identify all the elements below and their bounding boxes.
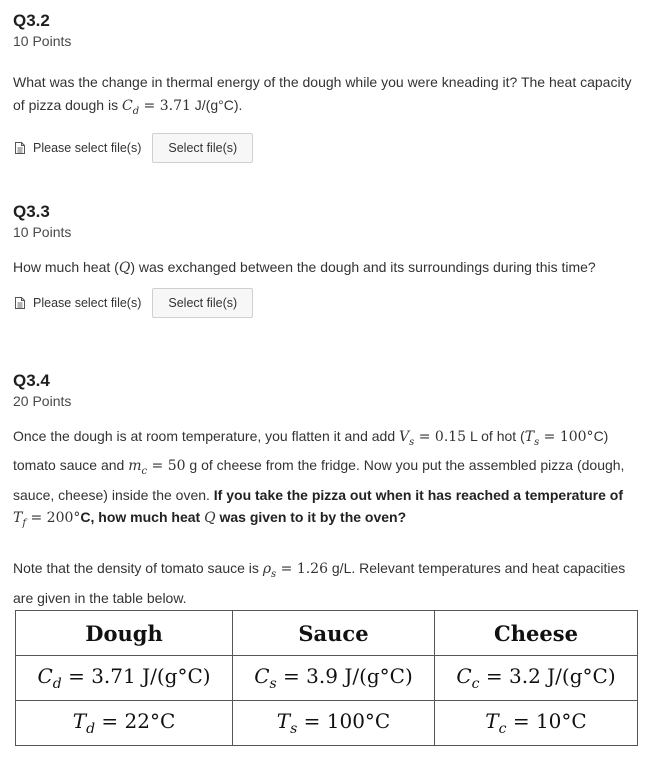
table-cell: $C_s = 3.9$ J/(g°C)	[233, 656, 435, 701]
table-row	[16, 701, 638, 746]
table-cell: $C_c = 3.2$ J/(g°C)	[435, 656, 638, 701]
table-cell: $T_c = 10^\circ C$	[435, 701, 638, 746]
question-points: 10 Points	[13, 224, 72, 240]
question-title: Q3.3	[13, 202, 50, 221]
question-title: Q3.2	[13, 11, 50, 30]
file-icon	[13, 296, 27, 310]
question-3-2	[13, 11, 638, 163]
question-title: Q3.4	[13, 371, 50, 390]
question-text: Once the dough is at room temperature, you flatten it and add $V_s = 0.15$ L of hot $(T_s = 100^\circ C)$ tomato sauce and $m_c = 50$ g of cheese from the fridge. Now you put the assembled pizza (dough, sauce, cheese) inside the oven. If you take the pizza out when it has reached a temperature of $T_f = 200^\circ C$, how much heat Q was given to it by the oven?	[13, 428, 625, 529]
table-cell: $T_d = 22^\circ C$	[16, 701, 233, 746]
question-text: What was the change in thermal energy of the dough while you were kneading it? The heat capacity of pizza dough is $C_d = 3.71$ J/(g°C).	[13, 74, 632, 117]
file-upload-row	[13, 288, 638, 318]
table-row	[16, 656, 638, 701]
file-upload-row	[13, 133, 638, 163]
question-points: 10 Points	[13, 33, 72, 49]
table-cell: $C_d = 3.71$ J/(g°C)	[16, 656, 233, 701]
table-cell: $T_s = 100^\circ C$	[233, 701, 435, 746]
table-header-cheese: Cheese	[435, 611, 638, 656]
table-header-dough: Dough	[16, 611, 233, 656]
question-3-3	[13, 202, 638, 318]
upload-label: Please select file(s)	[33, 295, 142, 310]
table-header-sauce: Sauce	[233, 611, 435, 656]
heat-capacity-table	[15, 610, 638, 746]
upload-label: Please select file(s)	[33, 140, 142, 155]
question-note: Note that the density of tomato sauce is $\rho_s = 1.26$ g/L. Relevant temperatures and heat capacities are given in the table below.	[13, 560, 626, 606]
question-3-4	[13, 371, 638, 609]
question-text: How much heat (Q) was exchanged between the dough and its surroundings during this time?	[13, 259, 596, 276]
select-files-button[interactable]: Select file(s)	[152, 133, 253, 163]
question-points: 20 Points	[13, 393, 72, 409]
select-files-button[interactable]: Select file(s)	[152, 288, 253, 318]
table-header-row	[16, 611, 638, 656]
file-icon	[13, 141, 27, 155]
